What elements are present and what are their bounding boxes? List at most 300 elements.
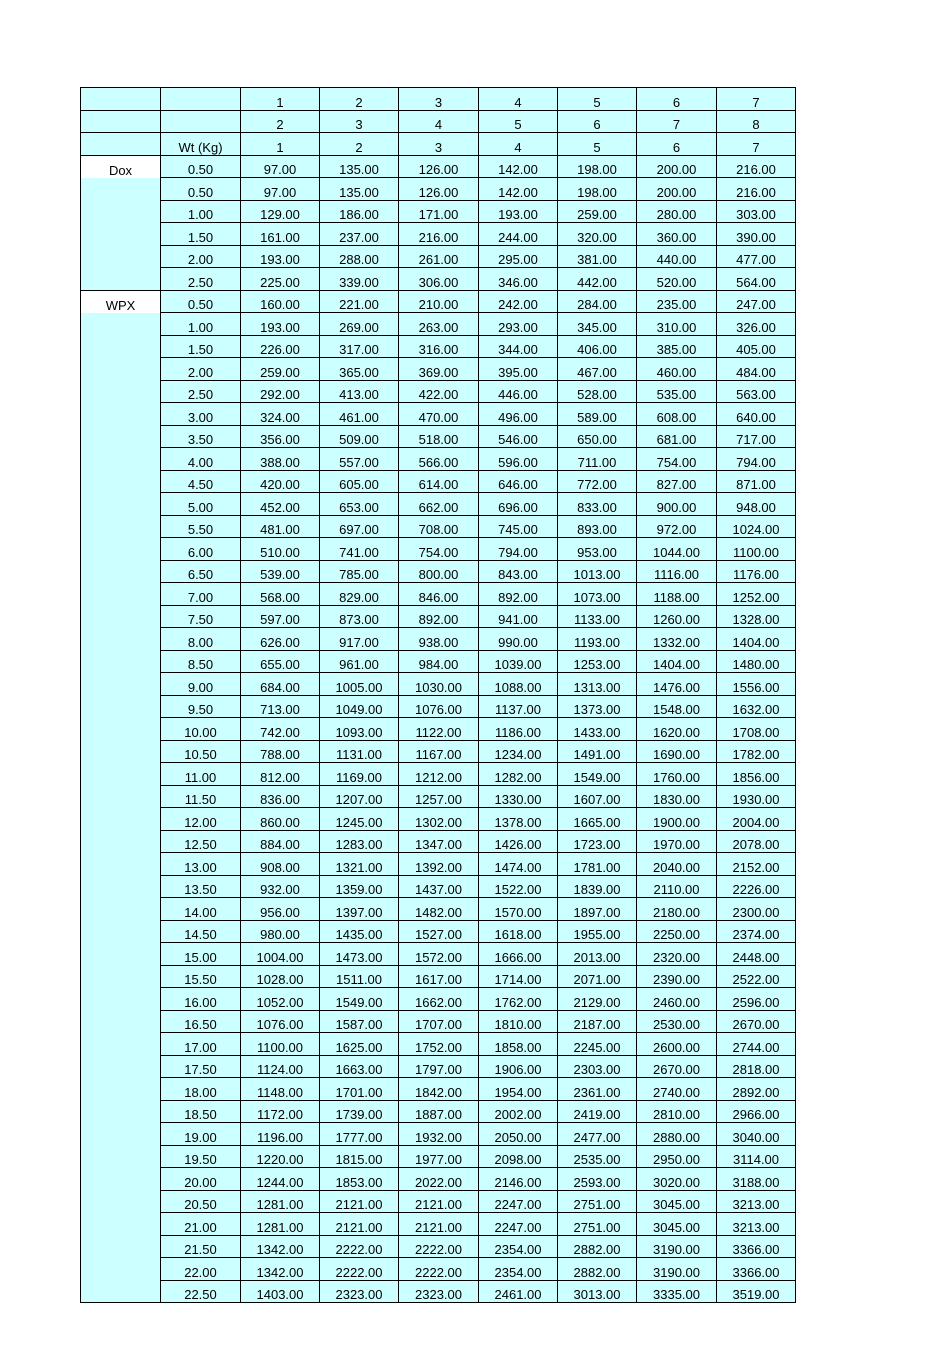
rate-cell: 3190.00 (637, 1235, 717, 1258)
group-label-cell (81, 1100, 161, 1123)
rate-cell: 873.00 (320, 605, 399, 628)
weight-cell: 21.00 (161, 1213, 241, 1236)
rate-cell: 2596.00 (717, 988, 796, 1011)
rate-cell: 1842.00 (399, 1078, 479, 1101)
rate-cell: 1004.00 (241, 943, 320, 966)
rate-cell: 941.00 (479, 605, 558, 628)
rate-cell: 3045.00 (637, 1190, 717, 1213)
table-row (81, 853, 796, 876)
rate-cell: 381.00 (558, 245, 637, 268)
group-label-cell (81, 943, 161, 966)
rate-cell: 3213.00 (717, 1213, 796, 1236)
rate-cell: 1116.00 (637, 560, 717, 583)
rate-cell: 2245.00 (558, 1033, 637, 1056)
zone-header-cell: 7 (637, 110, 717, 133)
table-row (81, 1078, 796, 1101)
rate-cell: 1321.00 (320, 853, 399, 876)
rate-cell: 1005.00 (320, 673, 399, 696)
rate-cell: 2226.00 (717, 875, 796, 898)
rate-cell: 1666.00 (479, 943, 558, 966)
rate-cell: 1024.00 (717, 515, 796, 538)
zone-header-cell: 6 (637, 88, 717, 111)
rate-cell: 292.00 (241, 380, 320, 403)
rate-cell: 1739.00 (320, 1100, 399, 1123)
rate-cell: 317.00 (320, 335, 399, 358)
zone-header-cell: 2 (320, 88, 399, 111)
rate-cell: 1122.00 (399, 718, 479, 741)
rate-cell: 1283.00 (320, 830, 399, 853)
rate-cell: 1708.00 (717, 718, 796, 741)
rate-cell: 1039.00 (479, 650, 558, 673)
rate-cell: 161.00 (241, 223, 320, 246)
group-label-cell (81, 583, 161, 606)
rate-cell: 198.00 (558, 178, 637, 201)
table-row (81, 650, 796, 673)
rate-cell: 614.00 (399, 470, 479, 493)
weight-cell: 12.50 (161, 830, 241, 853)
rate-cell: 605.00 (320, 470, 399, 493)
table-row (81, 178, 796, 201)
rate-cell: 2110.00 (637, 875, 717, 898)
zone-header-cell: 8 (717, 110, 796, 133)
rate-cell: 1701.00 (320, 1078, 399, 1101)
rate-cell: 1373.00 (558, 695, 637, 718)
rate-cell: 2751.00 (558, 1190, 637, 1213)
rate-cell: 2323.00 (320, 1280, 399, 1303)
table-row (81, 448, 796, 471)
zone-header-cell: 5 (558, 133, 637, 156)
rate-cell: 1587.00 (320, 1010, 399, 1033)
group-label-cell (81, 1145, 161, 1168)
group-label-cell (81, 200, 161, 223)
rate-cell: 171.00 (399, 200, 479, 223)
rate-cell: 3045.00 (637, 1213, 717, 1236)
rate-cell: 360.00 (637, 223, 717, 246)
rate-cell: 1556.00 (717, 673, 796, 696)
group-label-cell (81, 1280, 161, 1303)
weight-cell: 8.50 (161, 650, 241, 673)
weight-cell: 5.50 (161, 515, 241, 538)
rate-cell: 420.00 (241, 470, 320, 493)
rate-cell: 713.00 (241, 695, 320, 718)
table-row (81, 493, 796, 516)
weight-cell: 15.00 (161, 943, 241, 966)
rate-cell: 535.00 (637, 380, 717, 403)
rate-cell: 2477.00 (558, 1123, 637, 1146)
group-label-cell (81, 1258, 161, 1281)
rate-cell: 708.00 (399, 515, 479, 538)
rate-cell: 1167.00 (399, 740, 479, 763)
weight-header-cell (161, 88, 241, 111)
rate-cell: 2522.00 (717, 965, 796, 988)
rate-cell: 1133.00 (558, 605, 637, 628)
group-label-cell (81, 1078, 161, 1101)
rate-cell: 160.00 (241, 290, 320, 313)
rate-cell: 860.00 (241, 808, 320, 831)
rate-cell: 717.00 (717, 425, 796, 448)
rate-cell: 1839.00 (558, 875, 637, 898)
table-row (81, 1055, 796, 1078)
rate-cell: 871.00 (717, 470, 796, 493)
rate-cell: 956.00 (241, 898, 320, 921)
rate-cell: 1760.00 (637, 763, 717, 786)
rate-cell: 135.00 (320, 155, 399, 178)
rate-cell: 1617.00 (399, 965, 479, 988)
rate-cell: 2535.00 (558, 1145, 637, 1168)
group-label-cell (81, 88, 161, 111)
rate-cell: 557.00 (320, 448, 399, 471)
rate-cell: 2247.00 (479, 1190, 558, 1213)
rate-cell: 1392.00 (399, 853, 479, 876)
rate-cell: 1196.00 (241, 1123, 320, 1146)
table-row (81, 740, 796, 763)
rate-cell: 1252.00 (717, 583, 796, 606)
table-row (81, 988, 796, 1011)
rate-cell: 640.00 (717, 403, 796, 426)
group-label-cell (81, 920, 161, 943)
rate-cell: 496.00 (479, 403, 558, 426)
rate-cell: 1073.00 (558, 583, 637, 606)
rate-cell: 1253.00 (558, 650, 637, 673)
weight-cell: 5.00 (161, 493, 241, 516)
rate-cell: 484.00 (717, 358, 796, 381)
rate-cell: 1663.00 (320, 1055, 399, 1078)
rate-cell: 662.00 (399, 493, 479, 516)
rate-cell: 2078.00 (717, 830, 796, 853)
rate-cell: 2013.00 (558, 943, 637, 966)
rate-cell: 365.00 (320, 358, 399, 381)
group-label-cell (81, 448, 161, 471)
rate-cell: 2810.00 (637, 1100, 717, 1123)
rate-cell: 460.00 (637, 358, 717, 381)
rate-cell: 2022.00 (399, 1168, 479, 1191)
table-row (81, 358, 796, 381)
rate-cell: 1607.00 (558, 785, 637, 808)
rate-cell: 528.00 (558, 380, 637, 403)
rate-cell: 892.00 (399, 605, 479, 628)
table-row (81, 403, 796, 426)
rate-cell: 385.00 (637, 335, 717, 358)
rate-cell: 1662.00 (399, 988, 479, 1011)
group-label-cell (81, 1235, 161, 1258)
group-label-cell (81, 470, 161, 493)
group-label-cell (81, 515, 161, 538)
rate-cell: 369.00 (399, 358, 479, 381)
rate-cell: 200.00 (637, 178, 717, 201)
rate-cell: 2222.00 (399, 1235, 479, 1258)
rate-cell: 2882.00 (558, 1258, 637, 1281)
group-label-cell (81, 605, 161, 628)
weight-cell: 11.50 (161, 785, 241, 808)
rate-cell: 2670.00 (637, 1055, 717, 1078)
rate-cell: 711.00 (558, 448, 637, 471)
rate-cell: 2950.00 (637, 1145, 717, 1168)
header-row (81, 133, 796, 156)
rate-cell: 390.00 (717, 223, 796, 246)
rate-cell: 800.00 (399, 560, 479, 583)
rate-cell: 446.00 (479, 380, 558, 403)
rate-cell: 1618.00 (479, 920, 558, 943)
rate-cell: 316.00 (399, 335, 479, 358)
weight-cell: 16.50 (161, 1010, 241, 1033)
weight-cell: 12.00 (161, 808, 241, 831)
rate-cell: 1281.00 (241, 1190, 320, 1213)
rate-cell: 1437.00 (399, 875, 479, 898)
weight-cell: 9.50 (161, 695, 241, 718)
rate-cell: 655.00 (241, 650, 320, 673)
rate-cell: 1088.00 (479, 673, 558, 696)
rate-cell: 237.00 (320, 223, 399, 246)
rate-cell: 2250.00 (637, 920, 717, 943)
group-label-cell (81, 493, 161, 516)
rate-cell: 846.00 (399, 583, 479, 606)
rate-cell: 1810.00 (479, 1010, 558, 1033)
rate-cell: 568.00 (241, 583, 320, 606)
rate-cell: 442.00 (558, 268, 637, 291)
weight-cell: 18.00 (161, 1078, 241, 1101)
rate-cell: 1900.00 (637, 808, 717, 831)
group-label-cell (81, 425, 161, 448)
rate-cell: 269.00 (320, 313, 399, 336)
rate-cell: 356.00 (241, 425, 320, 448)
table-row (81, 1033, 796, 1056)
rate-cell: 893.00 (558, 515, 637, 538)
rate-cell: 2354.00 (479, 1235, 558, 1258)
rate-cell: 1347.00 (399, 830, 479, 853)
rate-cell: 646.00 (479, 470, 558, 493)
rate-cell: 509.00 (320, 425, 399, 448)
weight-cell: 4.50 (161, 470, 241, 493)
rate-cell: 477.00 (717, 245, 796, 268)
rate-cell: 741.00 (320, 538, 399, 561)
rate-cell: 653.00 (320, 493, 399, 516)
weight-cell: 7.50 (161, 605, 241, 628)
rate-cell: 785.00 (320, 560, 399, 583)
rate-cell: 908.00 (241, 853, 320, 876)
weight-cell: 9.00 (161, 673, 241, 696)
rate-cell: 827.00 (637, 470, 717, 493)
group-label-cell (81, 695, 161, 718)
rate-cell: 326.00 (717, 313, 796, 336)
rate-cell: 938.00 (399, 628, 479, 651)
rate-cell: 626.00 (241, 628, 320, 651)
weight-cell: 14.00 (161, 898, 241, 921)
rate-cell: 1491.00 (558, 740, 637, 763)
rate-cell: 980.00 (241, 920, 320, 943)
header-row (81, 110, 796, 133)
rate-cell: 684.00 (241, 673, 320, 696)
rate-cell: 225.00 (241, 268, 320, 291)
rate-cell: 917.00 (320, 628, 399, 651)
rate-cell: 345.00 (558, 313, 637, 336)
group-label-cell (81, 740, 161, 763)
rate-cell: 742.00 (241, 718, 320, 741)
rate-cell: 3366.00 (717, 1258, 796, 1281)
rate-cell: 126.00 (399, 178, 479, 201)
weight-cell: 0.50 (161, 155, 241, 178)
rate-table (80, 87, 796, 1303)
rate-cell: 836.00 (241, 785, 320, 808)
group-label-cell (81, 538, 161, 561)
rate-cell: 1028.00 (241, 965, 320, 988)
table-row (81, 335, 796, 358)
rate-cell: 1782.00 (717, 740, 796, 763)
rate-cell: 1897.00 (558, 898, 637, 921)
weight-header-cell: Wt (Kg) (161, 133, 241, 156)
rate-cell: 226.00 (241, 335, 320, 358)
group-label-cell (81, 898, 161, 921)
weight-cell: 6.50 (161, 560, 241, 583)
group-label-cell (81, 178, 161, 201)
rate-cell: 2121.00 (320, 1190, 399, 1213)
table-row (81, 1190, 796, 1213)
weight-cell: 8.00 (161, 628, 241, 651)
rate-cell: 395.00 (479, 358, 558, 381)
rate-cell: 745.00 (479, 515, 558, 538)
table-row (81, 695, 796, 718)
rate-cell: 2966.00 (717, 1100, 796, 1123)
rate-cell: 1570.00 (479, 898, 558, 921)
rate-cell: 2354.00 (479, 1258, 558, 1281)
rate-cell: 1625.00 (320, 1033, 399, 1056)
rate-cell: 295.00 (479, 245, 558, 268)
rate-cell: 1632.00 (717, 695, 796, 718)
rate-cell: 1762.00 (479, 988, 558, 1011)
rate-cell: 2361.00 (558, 1078, 637, 1101)
table-row (81, 245, 796, 268)
rate-cell: 754.00 (637, 448, 717, 471)
rate-cell: 135.00 (320, 178, 399, 201)
group-label-cell (81, 718, 161, 741)
rate-cell: 2882.00 (558, 1235, 637, 1258)
rate-cell: 216.00 (717, 178, 796, 201)
rate-cell: 1332.00 (637, 628, 717, 651)
rate-cell: 1707.00 (399, 1010, 479, 1033)
rate-cell: 2670.00 (717, 1010, 796, 1033)
rate-cell: 142.00 (479, 155, 558, 178)
rate-cell: 2222.00 (399, 1258, 479, 1281)
rate-cell: 1188.00 (637, 583, 717, 606)
rate-cell: 566.00 (399, 448, 479, 471)
group-label-cell (81, 268, 161, 291)
zone-header-cell: 5 (479, 110, 558, 133)
rate-cell: 772.00 (558, 470, 637, 493)
rate-cell: 1548.00 (637, 695, 717, 718)
weight-cell: 15.50 (161, 965, 241, 988)
rate-cell: 696.00 (479, 493, 558, 516)
table-row (81, 965, 796, 988)
rate-cell: 1169.00 (320, 763, 399, 786)
group-label-cell (81, 808, 161, 831)
weight-cell: 1.50 (161, 223, 241, 246)
rate-cell: 1665.00 (558, 808, 637, 831)
group-label-cell (81, 1168, 161, 1191)
rate-cell: 198.00 (558, 155, 637, 178)
rate-cell: 388.00 (241, 448, 320, 471)
weight-cell: 22.00 (161, 1258, 241, 1281)
rate-cell: 247.00 (717, 290, 796, 313)
rate-cell: 346.00 (479, 268, 558, 291)
zone-header-cell: 2 (241, 110, 320, 133)
rate-cell: 1404.00 (717, 628, 796, 651)
rate-cell: 216.00 (399, 223, 479, 246)
rate-cell: 320.00 (558, 223, 637, 246)
rate-cell: 518.00 (399, 425, 479, 448)
rate-cell: 1100.00 (241, 1033, 320, 1056)
rate-cell: 2152.00 (717, 853, 796, 876)
rate-cell: 461.00 (320, 403, 399, 426)
rate-cell: 1781.00 (558, 853, 637, 876)
table-row (81, 290, 796, 313)
rate-cell: 280.00 (637, 200, 717, 223)
table-row (81, 1258, 796, 1281)
table-row (81, 920, 796, 943)
weight-cell: 4.00 (161, 448, 241, 471)
rate-cell: 1856.00 (717, 763, 796, 786)
weight-cell: 20.50 (161, 1190, 241, 1213)
group-label-cell (81, 1010, 161, 1033)
zone-header-cell: 2 (320, 133, 399, 156)
rate-cell: 1620.00 (637, 718, 717, 741)
table-row (81, 1168, 796, 1191)
rate-cell: 2818.00 (717, 1055, 796, 1078)
rate-cell: 216.00 (717, 155, 796, 178)
group-label-cell (81, 245, 161, 268)
rate-cell: 1100.00 (717, 538, 796, 561)
table-row (81, 943, 796, 966)
group-label-cell (81, 965, 161, 988)
rate-cell: 242.00 (479, 290, 558, 313)
rate-cell: 788.00 (241, 740, 320, 763)
rate-cell: 1207.00 (320, 785, 399, 808)
rate-cell: 794.00 (479, 538, 558, 561)
weight-cell: 2.50 (161, 268, 241, 291)
rate-cell: 467.00 (558, 358, 637, 381)
group-label-cell (81, 830, 161, 853)
rate-cell: 520.00 (637, 268, 717, 291)
rate-cell: 3190.00 (637, 1258, 717, 1281)
rate-cell: 1245.00 (320, 808, 399, 831)
rate-cell: 1572.00 (399, 943, 479, 966)
rate-cell: 650.00 (558, 425, 637, 448)
table-row (81, 425, 796, 448)
rate-cell: 608.00 (637, 403, 717, 426)
rate-cell: 884.00 (241, 830, 320, 853)
rate-cell: 2460.00 (637, 988, 717, 1011)
group-label-cell (81, 223, 161, 246)
rate-cell: 754.00 (399, 538, 479, 561)
rate-cell: 1480.00 (717, 650, 796, 673)
rate-cell: 1281.00 (241, 1213, 320, 1236)
rate-cell: 2121.00 (399, 1213, 479, 1236)
rate-cell: 235.00 (637, 290, 717, 313)
rate-cell: 3020.00 (637, 1168, 717, 1191)
zone-header-cell: 1 (241, 88, 320, 111)
rate-cell: 961.00 (320, 650, 399, 673)
table-row (81, 718, 796, 741)
rate-cell: 3213.00 (717, 1190, 796, 1213)
table-row (81, 605, 796, 628)
rate-cell: 2222.00 (320, 1235, 399, 1258)
rate-cell: 1932.00 (399, 1123, 479, 1146)
rate-cell: 1858.00 (479, 1033, 558, 1056)
rate-cell: 1830.00 (637, 785, 717, 808)
rate-cell: 193.00 (241, 245, 320, 268)
weight-cell: 2.50 (161, 380, 241, 403)
zone-header-cell: 3 (399, 88, 479, 111)
weight-cell: 1.00 (161, 200, 241, 223)
rate-cell: 97.00 (241, 178, 320, 201)
